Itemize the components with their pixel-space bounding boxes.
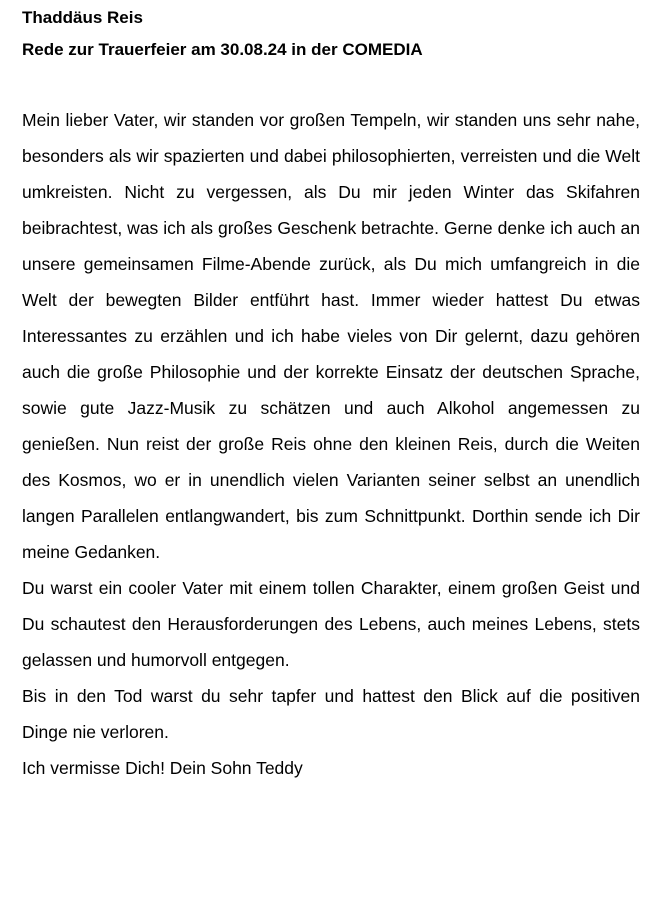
signature-line: Ich vermisse Dich! Dein Sohn Teddy [22, 758, 303, 778]
author-name: Thaddäus Reis [22, 8, 143, 27]
paragraph-2: Du warst ein cooler Vater mit einem tollen Charakter, einem großen Geist und Du schautest den Herausforderungen des Lebens, auch meines Lebens, stets gelassen und humorvoll entgegen. [22, 578, 640, 670]
speech-body [22, 102, 640, 786]
document-page [22, 6, 640, 786]
paragraph-1: Mein lieber Vater, wir standen vor großen Tempeln, wir standen uns sehr nahe, besonders als wir spazierten und dabei philosophierten, verreisten und die Welt umkreisten. Nicht zu vergessen, als Du mir jeden Winter das Skifahren beibrachtest, was ich als großes Geschenk betrachte. Gerne denke ich auch an unsere gemeinsamen Filme-Abende zurück, als Du mich umfangreich in die Welt der bewegten Bilder entführt hast. Immer wieder hattest Du etwas Interessantes zu erzählen und ich habe vieles von Dir gelernt, dazu gehören auch die große Philosophie und der korrekte Einsatz der deutschen Sprache, sowie gute Jazz-Musik zu schätzen und auch Alkohol angemessen zu genießen. Nun reist der große Reis ohne den kleinen Reis, durch die Weiten des Kosmos, wo er in unendlich vielen Varianten seiner selbst an unendlich langen Parallelen entlangwandert, bis zum Schnittpunkt. Dorthin sende ich Dir meine Gedanken. [22, 110, 640, 562]
document-title: Rede zur Trauerfeier am 30.08.24 in der COMEDIA [22, 40, 423, 59]
paragraph-3: Bis in den Tod warst du sehr tapfer und hattest den Blick auf die positiven Dinge nie verloren. [22, 686, 640, 742]
